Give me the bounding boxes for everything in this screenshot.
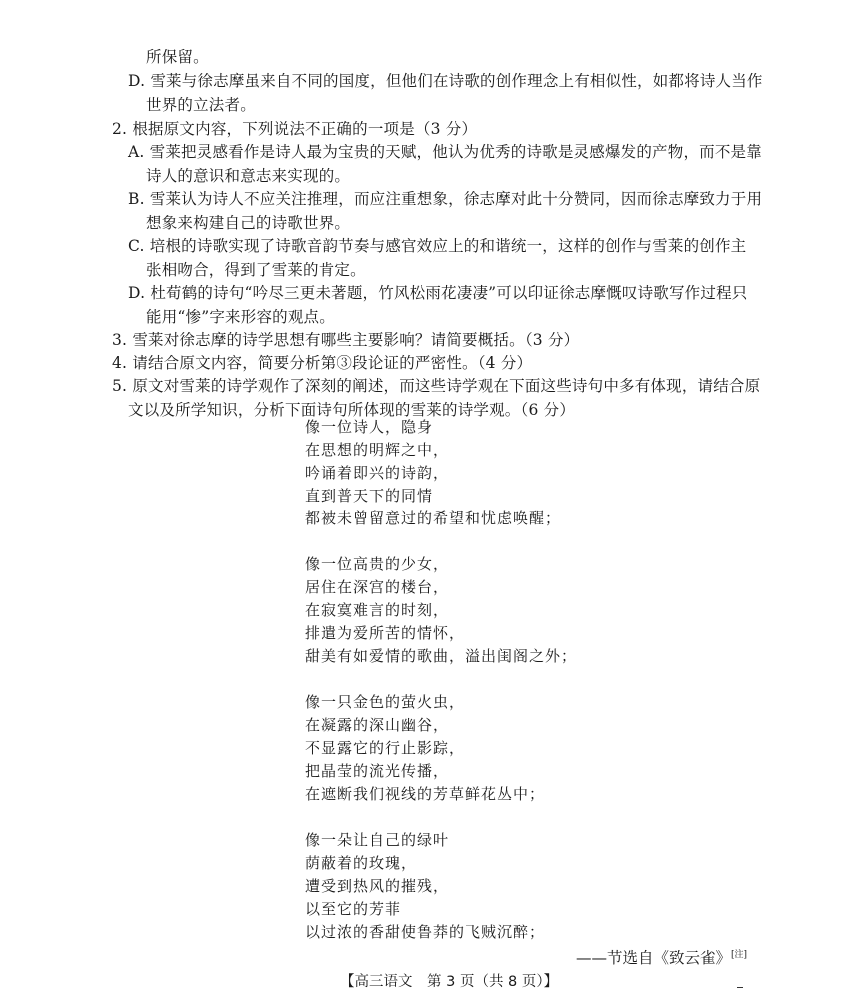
poem-line: 居住在深宫的楼台， xyxy=(305,578,450,596)
poem-line: 排遣为爱所苦的情怀， xyxy=(305,624,466,642)
question-2-stem: 2. 根据原文内容，下列说法不正确的一项是（3 分） xyxy=(112,120,478,138)
poem-line: 把晶莹的流光传播， xyxy=(305,762,450,780)
poem-line: 在寂寞难言的时刻， xyxy=(305,601,450,619)
footnote-marker: [注] xyxy=(731,950,748,960)
poem-source-text: ——节选自《致云雀》 xyxy=(576,949,732,968)
poem-source xyxy=(576,945,747,968)
question-4: 4. 请结合原文内容，简要分析第③段论证的严密性。（4 分） xyxy=(112,354,533,372)
question-3: 3. 雪莱对徐志摩的诗学思想有哪些主要影响？请简要概括。（3 分） xyxy=(112,331,580,349)
corner-mark xyxy=(737,987,743,988)
q2-option-b: B. 雪莱认为诗人不应关注推理，而应注重想象，徐志摩对此十分赞同，因而徐志摩致力于用 xyxy=(128,190,763,208)
poem-line: 不显露它的行止影踪， xyxy=(305,739,466,757)
question-5-stem: 5. 原文对雪莱的诗学观作了深刻的阐述，而这些诗学观在下面这些诗句中多有体现，请结合原 xyxy=(112,377,761,395)
q1-option-d: D. 雪莱与徐志摩虽来自不同的国度，但他们在诗歌的创作理念上有相似性，如都将诗人当作 xyxy=(128,72,763,90)
q1-text-line: 所保留。 xyxy=(146,48,209,66)
poem-line: 在遮断我们视线的芳草鲜花丛中； xyxy=(305,785,546,803)
poem-line: 以至它的芳菲 xyxy=(305,900,402,918)
q2-option-c: C. 培根的诗歌实现了诗歌音韵节奏与感官效应上的和谐统一，这样的创作与雪莱的创作主 xyxy=(128,237,747,255)
q2-option-a: A. 雪莱把灵感看作是诗人最为宝贵的天赋，他认为优秀的诗歌是灵感爆发的产物，而不是靠 xyxy=(128,143,762,161)
poem-line: 遭受到热风的摧残， xyxy=(305,877,450,895)
poem-line: 吟诵着即兴的诗韵， xyxy=(305,464,450,482)
poem-line: 像一朵让自己的绿叶 xyxy=(305,831,450,849)
poem-line: 在凝露的深山幽谷， xyxy=(305,716,450,734)
q2-text-line: 想象来构建自己的诗歌世界。 xyxy=(146,214,351,232)
poem-line: 荫蔽着的玫瑰， xyxy=(305,854,418,872)
poem-line: 像一位高贵的少女， xyxy=(305,555,450,573)
q5-text-line: 文以及所学知识，分析下面诗句所体现的雪莱的诗学观。（6 分） xyxy=(128,401,576,419)
poem-line: 都被未曾留意过的希望和忧虑唤醒； xyxy=(305,509,562,527)
poem-line: 以过浓的香甜使鲁莽的飞贼沉醉； xyxy=(305,923,546,941)
q2-text-line: 能用“惨”字来形容的观点。 xyxy=(146,308,335,326)
poem-line: 在思想的明辉之中， xyxy=(305,441,450,459)
page-footer: 【高三语文 第 3 页（共 8 页）】 xyxy=(340,974,559,990)
q2-text-line: 张相吻合，得到了雪莱的肯定。 xyxy=(146,261,366,279)
poem-line: 甜美有如爱情的歌曲，溢出闺阁之外； xyxy=(305,647,578,665)
q1-text-line: 世界的立法者。 xyxy=(146,96,256,114)
poem-line: 直到普天下的同情 xyxy=(305,487,434,505)
poem-line: 像一位诗人，隐身 xyxy=(305,418,434,436)
q2-text-line: 诗人的意识和意志来实现的。 xyxy=(146,167,351,185)
poem-line: 像一只金色的萤火虫， xyxy=(305,693,466,711)
q2-option-d: D. 杜荀鹤的诗句“吟尽三更未著题，竹风松雨花凄凄”可以印证徐志摩慨叹诗歌写作过程只 xyxy=(128,284,748,302)
